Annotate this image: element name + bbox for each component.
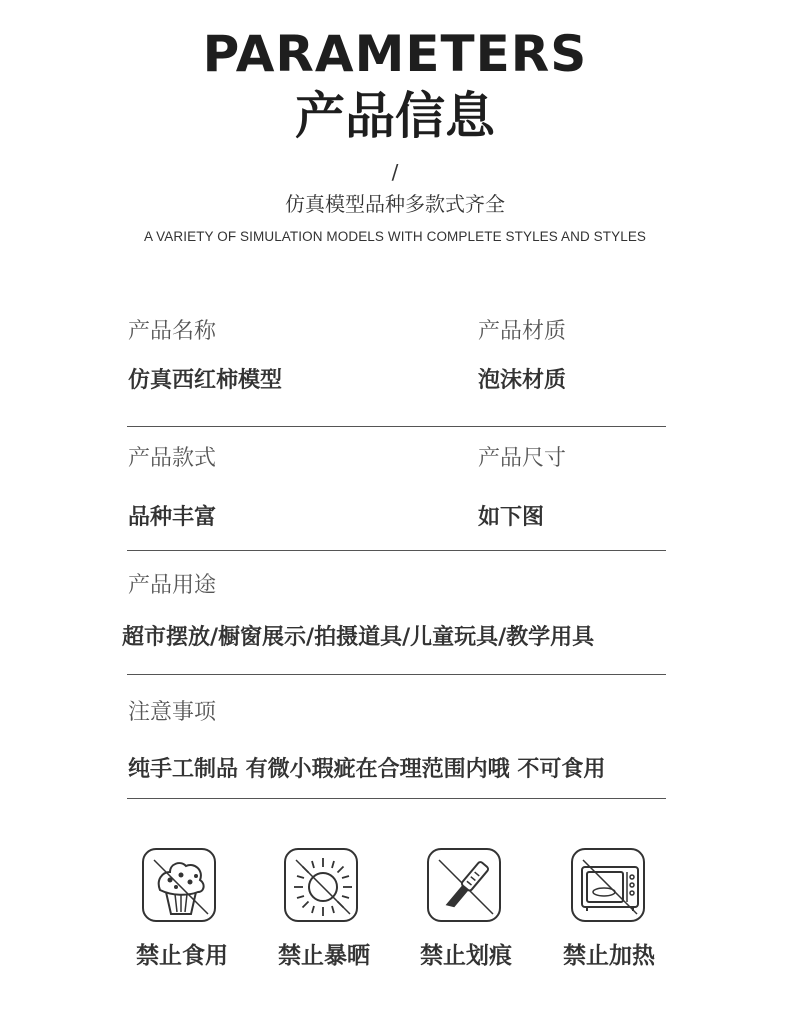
subtitle-en: A VARIETY OF SIMULATION MODELS WITH COMPLETE STYLES AND STYLES <box>143 229 647 244</box>
divider <box>127 674 666 675</box>
no-heating-icon <box>571 848 645 922</box>
divider <box>127 550 666 551</box>
no-sun-exposure-label: 禁止暴晒 <box>278 943 370 969</box>
product-material-label: 产品材质 <box>478 319 567 344</box>
page-title-cn: 产品信息 <box>295 87 495 145</box>
product-name-label: 产品名称 <box>128 319 217 344</box>
no-eating-icon <box>142 848 216 922</box>
notice-value: 纯手工制品 有微小瑕疵在合理范围内哦 不可食用 <box>128 757 606 782</box>
title-divider-slash: / <box>391 160 399 184</box>
product-usage-label: 产品用途 <box>128 573 217 598</box>
no-scratching-icon <box>427 848 501 922</box>
divider <box>127 426 666 427</box>
product-size-label: 产品尺寸 <box>478 446 567 471</box>
no-sun-exposure-icon <box>284 848 358 922</box>
product-material-value: 泡沫材质 <box>478 368 567 393</box>
product-style-value: 品种丰富 <box>128 505 217 530</box>
product-size-value: 如下图 <box>478 505 545 530</box>
no-scratching-label: 禁止划痕 <box>420 943 512 969</box>
page-title-en: PARAMETERS <box>202 25 588 83</box>
no-eating-label: 禁止食用 <box>136 943 228 969</box>
no-heating-label: 禁止加热 <box>563 943 655 969</box>
notice-label: 注意事项 <box>128 700 217 725</box>
product-style-label: 产品款式 <box>128 446 217 471</box>
product-name-value: 仿真西红柿模型 <box>128 368 283 393</box>
divider <box>127 798 666 799</box>
subtitle-cn: 仿真模型品种多款式齐全 <box>285 192 505 216</box>
product-usage-value: 超市摆放/橱窗展示/拍摄道具/儿童玩具/教学用具 <box>122 625 595 650</box>
